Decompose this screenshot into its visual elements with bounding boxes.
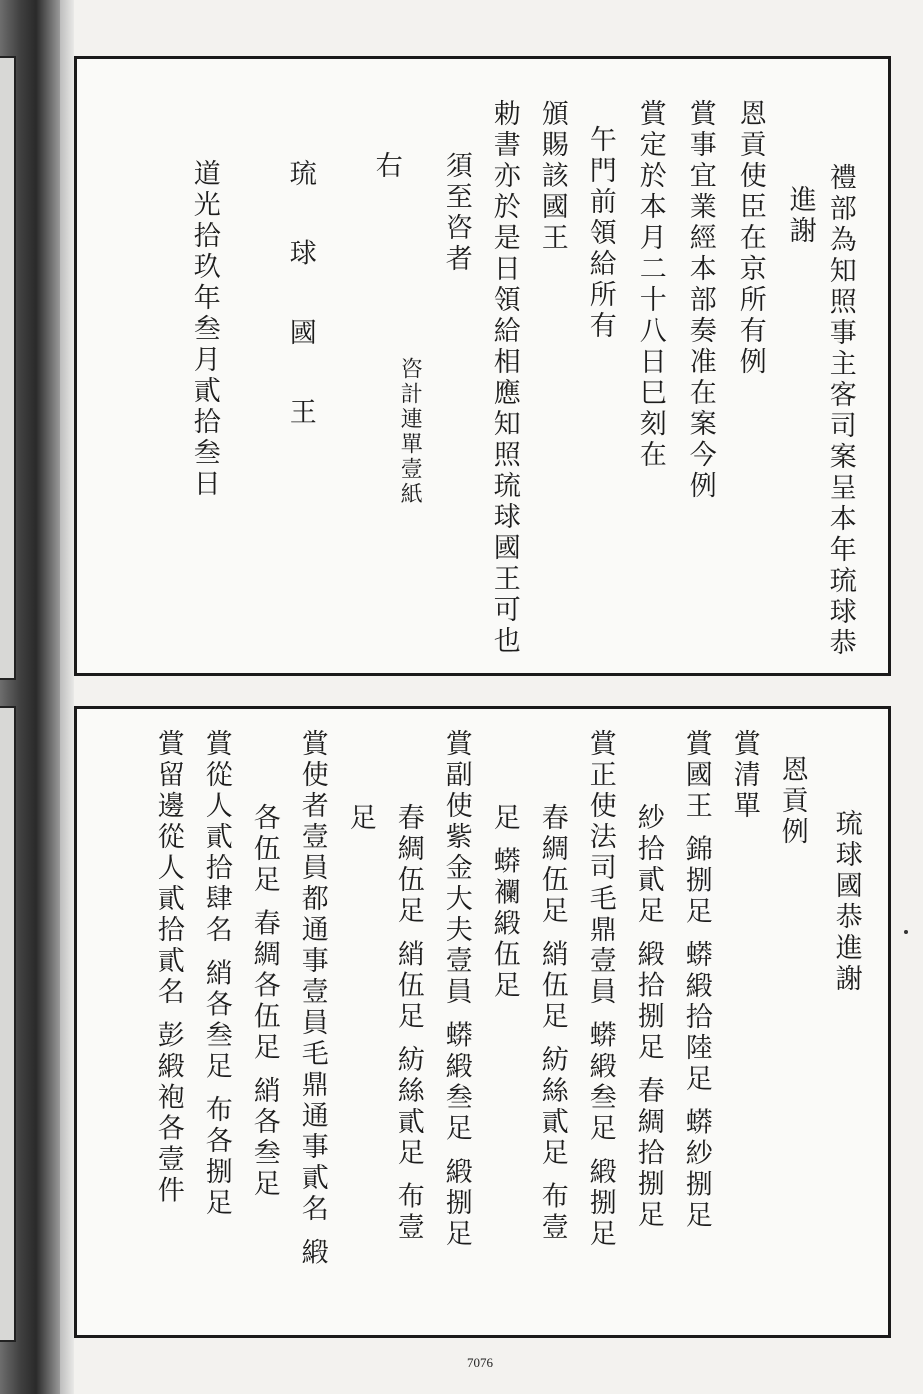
text-column: 琉 球 國 王: [284, 159, 316, 447]
text-column: 禮部為知照事主客司案呈本年琉球恭: [824, 163, 856, 659]
text-column: 琉球國恭進謝: [830, 809, 862, 995]
text-column: 頒賜該國王: [536, 99, 568, 254]
text-column: 進謝: [784, 185, 816, 247]
text-column: 足: [344, 803, 376, 834]
ink-spot: [904, 930, 908, 934]
text-column: 紗拾貳足 緞拾捌足 春綢拾捌足: [632, 803, 664, 1232]
text-column: 賞使者壹員都通事壹員毛鼎通事貳名 緞: [296, 729, 328, 1269]
bottom-document-page: [74, 706, 891, 1338]
text-column: 春綢伍足 綃伍足 紡絲貳足 布壹: [536, 803, 568, 1244]
text-column: 恩貢使臣在京所有例: [734, 99, 766, 378]
text-column: 恩貢例: [776, 755, 808, 848]
text-column: 春綢伍足 綃伍足 紡絲貳足 布壹: [392, 803, 424, 1244]
text-column: 賞正使法司毛鼎壹員 蟒緞叁足 緞捌足: [584, 729, 616, 1251]
text-column: 右: [370, 151, 402, 182]
text-column: 午門前領給所有: [584, 125, 616, 342]
text-column: 賞國王 錦捌足 蟒緞拾陸足 蟒紗捌足: [680, 729, 712, 1232]
text-column: 賞副使紫金大夫壹員 蟒緞叁足 緞捌足: [440, 729, 472, 1251]
text-column: 勅書亦於是日領給相應知照琉球國王可也: [488, 99, 520, 657]
text-column: 須至咨者: [440, 151, 472, 275]
text-column: 道光拾玖年叁月貳拾叁日: [188, 159, 220, 500]
text-column: 咨計連單壹紙: [397, 357, 423, 507]
binding-edge: [60, 0, 74, 1394]
text-column: 賞留邊從人貳拾貳名 彭緞袍各壹件: [152, 729, 184, 1207]
text-column: 足 蟒襴緞伍足: [488, 803, 520, 1002]
text-column: 賞從人貳拾肆名 綃各叁足 布各捌足: [200, 729, 232, 1220]
top-document-page: [74, 56, 891, 676]
previous-page-edge-bottom: [0, 706, 16, 1342]
text-column: 賞事宜業經本部奏准在案今例: [684, 99, 716, 502]
text-column: 各伍足 春綢各伍足 綃各叁足: [248, 803, 280, 1201]
text-column: 賞定於本月二十八日巳刻在: [634, 99, 666, 471]
page-number: 7076: [467, 1355, 493, 1370]
previous-page-edge-top: [0, 56, 16, 680]
text-column: 賞清單: [728, 729, 760, 822]
